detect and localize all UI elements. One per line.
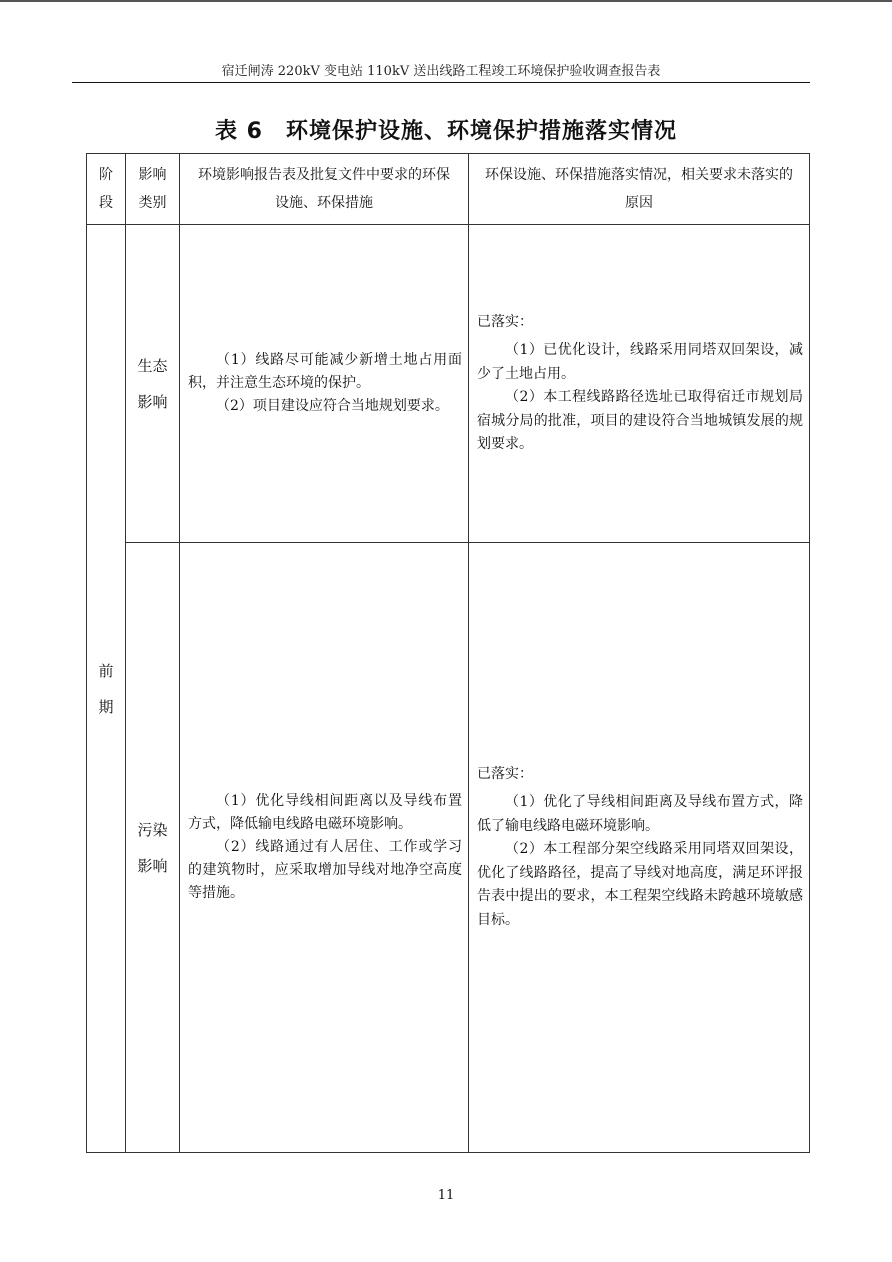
- header-requirements: 环境影响报告表及批复文件中要求的环保设施、环保措施: [180, 154, 469, 225]
- page-top-border: [0, 0, 892, 2]
- table-row: [87, 543, 810, 1153]
- running-header: 宿迁闸涛 220kV 变电站 110kV 送出线路工程竣工环境保护验收调查报告表: [221, 64, 661, 79]
- stage-cell: 前期: [87, 225, 126, 1153]
- implementation-cell-ecology: 已落实： （1）已优化设计，线路采用同塔双回架设，减少了土地占用。 （2）本工程线路路径选址已取得宿迁市规划局宿城分局的批准，项目的建设符合当地城镇发展的规划要求。: [469, 225, 810, 543]
- measures-table: [86, 153, 810, 1153]
- requirements-cell-pollution: （1）优化导线相间距离以及导线布置方式，降低输电线路电磁环境影响。 （2）线路通过有人居住、工作或学习的建筑物时，应采取增加导线对地净空高度等措施。: [180, 543, 469, 1153]
- status-label: 已落实：: [477, 313, 533, 330]
- header-stage: 阶段: [87, 154, 126, 225]
- header-rule: [72, 82, 810, 83]
- requirements-cell-ecology: （1）线路尽可能减少新增土地占用面积，并注意生态环境的保护。 （2）项目建设应符合当地规划要求。: [180, 225, 469, 543]
- table-header-row: [87, 154, 810, 225]
- category-cell-pollution: 污染影响: [126, 543, 180, 1153]
- category-cell-ecology: 生态影响: [126, 225, 180, 543]
- page-number: 11: [437, 1188, 455, 1203]
- status-label: 已落实：: [477, 765, 533, 782]
- table-row: [87, 225, 810, 543]
- header-implementation: 环保设施、环保措施落实情况，相关要求未落实的原因: [469, 154, 810, 225]
- implementation-cell-pollution: 已落实： （1）优化了导线相间距离及导线布置方式，降低了输电线路电磁环境影响。 （2）本工程部分架空线路采用同塔双回架设，优化了线路路径，提高了导线对地高度，满足环评报告表中提出的要求，本工程架空线路未跨越环境敏感目标。: [469, 543, 810, 1153]
- header-category: 影响类别: [126, 154, 180, 225]
- table-title: 表 6 环境保护设施、环境保护措施落实情况: [215, 119, 677, 144]
